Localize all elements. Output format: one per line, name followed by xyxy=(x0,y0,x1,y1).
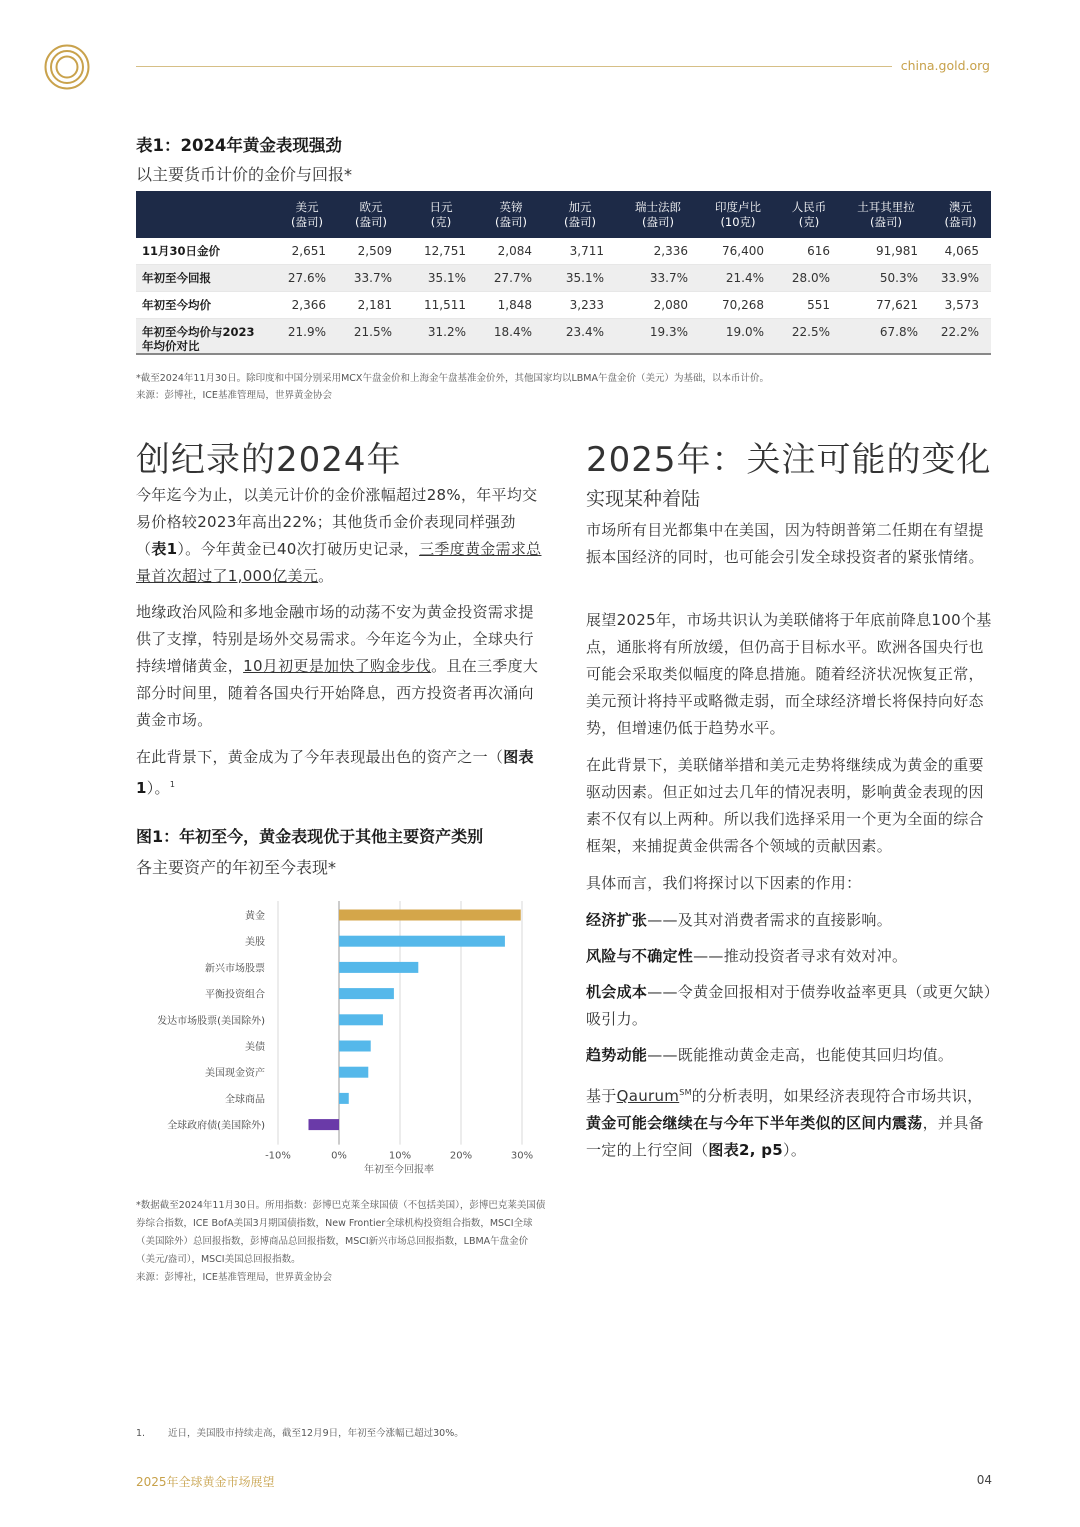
table-cell: 21.9% xyxy=(276,319,338,355)
table-title: 表1：2024年黄金表现强劲 xyxy=(136,136,342,155)
category-label: 美国现金资产 xyxy=(205,1068,265,1080)
qaurum-link[interactable]: Qaurum xyxy=(616,1087,680,1105)
table-cell: 35.1% xyxy=(544,265,616,292)
table-cell: 2,084 xyxy=(478,238,544,265)
section-heading-2024: 创纪录的2024年 xyxy=(136,440,402,480)
table-header-row xyxy=(136,191,991,238)
table-cell: 2,336 xyxy=(616,238,700,265)
table-row xyxy=(136,238,991,265)
figure-footnote: *数据截至2024年11月30日。所用指数：彭博巴克莱全球国债（不包括美国），彭博巴克莱美国债券综合指数，ICE BofA美国3月期国债指数，New Frontier全球机构投资组合指数，MSCI全球（美国除外）总回报指数，彭博商品总回报指数，MSCI新兴市场总回报指数，LBMA午盘金价（美元/盎司），MSCI美国总回报指数。 xyxy=(136,1200,546,1265)
asset-performance-chart xyxy=(136,895,546,1185)
table-cell: 31.2% xyxy=(404,319,478,355)
bar xyxy=(339,1014,383,1025)
table-note xyxy=(136,370,769,404)
row-label: 年初至今回报 xyxy=(136,265,276,292)
table-cell: 616 xyxy=(776,238,842,265)
row-label: 年初至今均价与2023 年均价对比 xyxy=(136,319,276,355)
bar xyxy=(339,962,418,973)
table-cell: 67.8% xyxy=(842,319,930,355)
site-link[interactable]: china.gold.org xyxy=(900,58,990,73)
row-label: 年初至今均价 xyxy=(136,292,276,319)
table-cell: 551 xyxy=(776,292,842,319)
figure-subtitle: 各主要资产的年初至今表现* xyxy=(136,858,337,877)
column-header: 加元 (盎司) xyxy=(544,191,616,238)
figure-note xyxy=(136,1197,546,1287)
table-cell: 35.1% xyxy=(404,265,478,292)
gold-price-table xyxy=(136,191,991,355)
paragraph-outlook-2025: 展望2025年，市场共识认为美联储将于年底前降息100个基点，通胀将有所放缓，但仍高于目标水平。欧洲各国央行也可能会采取类似幅度的降息措施。随着经济状况恢复正常，美元预计将持平或略微走弱，而全球经济增长将保持向好态势，但增速仍低于趋势水平。 xyxy=(586,611,992,737)
table-cell: 23.4% xyxy=(544,319,616,355)
table-cell: 27.7% xyxy=(478,265,544,292)
table-cell: 2,651 xyxy=(276,238,338,265)
paragraph-qaurum: 基于Qaurum℠的分析表明，如果经济表现符合市场共识，黄金可能会继续在与今年下半年类似的区间内震荡，并具备一定的上行空间（图表2, p5）。 xyxy=(586,1087,984,1159)
table-footnote: *截至2024年11月30日。除印度和中国分别采用MCX午盘金价和上海金午盘基准金价外，其他国家均以LBMA午盘金价（美元）为基础，以本币计价。 xyxy=(136,373,769,384)
table-cell: 4,065 xyxy=(930,238,991,265)
table-row xyxy=(136,319,991,355)
bar xyxy=(339,1067,368,1078)
table-cell: 70,268 xyxy=(700,292,776,319)
table-cell: 76,400 xyxy=(700,238,776,265)
table-cell: 22.5% xyxy=(776,319,842,355)
category-label: 全球政府债(美国除外) xyxy=(167,1120,265,1132)
paragraph-drivers: 在此背景下，美联储举措和美元走势将继续成为黄金的重要驱动因素。但正如过去几年的情况表明，影响黄金表现的因素不仅有以上两种。所以我们选择采用一个更为全面的综合框架，来捕捉黄金供需各个领域的贡献因素。 xyxy=(586,756,984,855)
table-cell: 27.6% xyxy=(276,265,338,292)
q3-demand-link[interactable]: 三季度黄金需求总量首次超过了1,000亿美元 xyxy=(136,540,542,585)
table-cell: 50.3% xyxy=(842,265,930,292)
table-cell: 2,366 xyxy=(276,292,338,319)
tick-label: 10% xyxy=(388,1150,412,1162)
tick-label: 0% xyxy=(331,1150,347,1162)
bar xyxy=(339,988,394,999)
table-subtitle: 以主要货币计价的金价与回报* xyxy=(136,165,353,184)
category-label: 黄金 xyxy=(245,911,265,922)
bar xyxy=(339,910,521,921)
column-header: 印度卢比 (10克) xyxy=(700,191,776,238)
central-bank-link[interactable]: 10月初更是加快了购金步伐 xyxy=(243,657,432,675)
factor-economic-expansion: 经济扩张——及其对消费者需求的直接影响。 xyxy=(586,911,893,929)
section-heading-2025: 2025年：关注可能的变化 xyxy=(586,440,992,480)
table-cell: 21.5% xyxy=(338,319,404,355)
table-cell: 3,233 xyxy=(544,292,616,319)
table-cell: 2,080 xyxy=(616,292,700,319)
table-cell: 22.2% xyxy=(930,319,991,355)
bar xyxy=(339,936,505,947)
table-cell: 33.7% xyxy=(338,265,404,292)
column-header: 澳元 (盎司) xyxy=(930,191,991,238)
column-header: 日元 (克) xyxy=(404,191,478,238)
table-cell: 19.0% xyxy=(700,319,776,355)
table-row xyxy=(136,265,991,292)
category-label: 美股 xyxy=(245,937,265,949)
table-cell: 1,848 xyxy=(478,292,544,319)
paragraph-us-focus: 市场所有目光都集中在美国，因为特朗普第二任期在有望提振本国经济的同时，也可能会引发全球投资者的紧张情绪。 xyxy=(586,521,984,566)
table-header-corner xyxy=(136,191,276,238)
footer-title: 2025年全球黄金市场展望 xyxy=(136,1475,275,1489)
world-gold-council-logo-icon xyxy=(44,44,90,90)
tick-label: -10% xyxy=(265,1150,291,1162)
table-cell: 28.0% xyxy=(776,265,842,292)
table-source: 来源：彭博社，ICE基准管理局，世界黄金协会 xyxy=(136,390,332,401)
table-cell: 3,711 xyxy=(544,238,616,265)
table-cell: 33.9% xyxy=(930,265,991,292)
footnote-ref[interactable]: 1 xyxy=(169,780,176,789)
page-number: 04 xyxy=(976,1473,992,1487)
factor-opportunity-cost: 机会成本——令黄金回报相对于债券收益率更具（或更欠缺）吸引力。 xyxy=(586,983,992,1028)
table-cell: 2,181 xyxy=(338,292,404,319)
paragraph-2024-intro: 今年迄今为止，以美元计价的金价涨幅超过28%，年平均交易价格较2023年高出22%；其他货币金价表现同样强劲（表1）。今年黄金已40次打破历史记录，三季度黄金需求总量首次超过了1,000亿美元。 xyxy=(136,486,542,585)
table-cell: 19.3% xyxy=(616,319,700,355)
table-cell: 3,573 xyxy=(930,292,991,319)
column-header: 瑞士法郎 (盎司) xyxy=(616,191,700,238)
table-1-ref[interactable]: 表1 xyxy=(151,540,178,558)
table-cell: 33.7% xyxy=(616,265,700,292)
column-header: 欧元 (盎司) xyxy=(338,191,404,238)
table-row xyxy=(136,292,991,319)
factor-risk-uncertainty: 风险与不确定性——推动投资者寻求有效对冲。 xyxy=(586,947,908,965)
table-cell: 2,509 xyxy=(338,238,404,265)
tick-label: 30% xyxy=(510,1150,534,1162)
category-label: 美债 xyxy=(245,1042,265,1053)
bar xyxy=(309,1119,340,1130)
figure-title: 图1：年初至今，黄金表现优于其他主要资产类别 xyxy=(136,827,484,846)
table-cell: 11,511 xyxy=(404,292,478,319)
header-rule xyxy=(136,66,892,67)
bar xyxy=(339,1041,371,1052)
column-header: 土耳其里拉 (盎司) xyxy=(842,191,930,238)
footnote: 1. 近日，美国股市持续走高，截至12月9日，年初至今涨幅已超过30%。 xyxy=(136,1428,464,1439)
x-axis-label: 年初至今回报率 xyxy=(364,1164,434,1176)
column-header: 英镑 (盎司) xyxy=(478,191,544,238)
table-cell: 12,751 xyxy=(404,238,478,265)
row-label: 11月30日金价 xyxy=(136,238,276,265)
tick-label: 20% xyxy=(449,1150,473,1162)
table-cell: 21.4% xyxy=(700,265,776,292)
paragraph-factors-intro: 具体而言，我们将探讨以下因素的作用： xyxy=(586,874,862,892)
table-cell: 77,621 xyxy=(842,292,930,319)
paragraph-best-asset: 在此背景下，黄金成为了今年表现最出色的资产之一（图表1）。$^1$ xyxy=(136,748,534,797)
table-cell: 18.4% xyxy=(478,319,544,355)
category-label: 平衡投资组合 xyxy=(205,989,265,1001)
figure-2-ref[interactable]: 图表2, p5 xyxy=(708,1141,784,1159)
figure-1-ref[interactable]: 图表1 xyxy=(136,748,534,797)
figure-source: 来源：彭博社，ICE基准管理局，世界黄金协会 xyxy=(136,1272,332,1283)
paragraph-geopolitics: 地缘政治风险和多地金融市场的动荡不安为黄金投资需求提供了支撑，特别是场外交易需求。今年迄今为止，全球央行持续增储黄金，10月初更是加快了购金步伐。且在三季度大部分时间里，随着各国央行开始降息，西方投资者再次涌向黄金市场。 xyxy=(136,603,539,729)
column-header: 美元 (盎司) xyxy=(276,191,338,238)
category-label: 发达市场股票(美国除外) xyxy=(157,1015,265,1027)
bar xyxy=(339,1093,349,1104)
factor-momentum: 趋势动能——既能推动黄金走高，也能使其回归均值。 xyxy=(586,1046,954,1064)
subheading-landing: 实现某种着陆 xyxy=(586,488,701,510)
column-header: 人民币 (克) xyxy=(776,191,842,238)
table-cell: 91,981 xyxy=(842,238,930,265)
category-label: 全球商品 xyxy=(225,1094,265,1106)
category-label: 新兴市场股票 xyxy=(205,963,265,975)
